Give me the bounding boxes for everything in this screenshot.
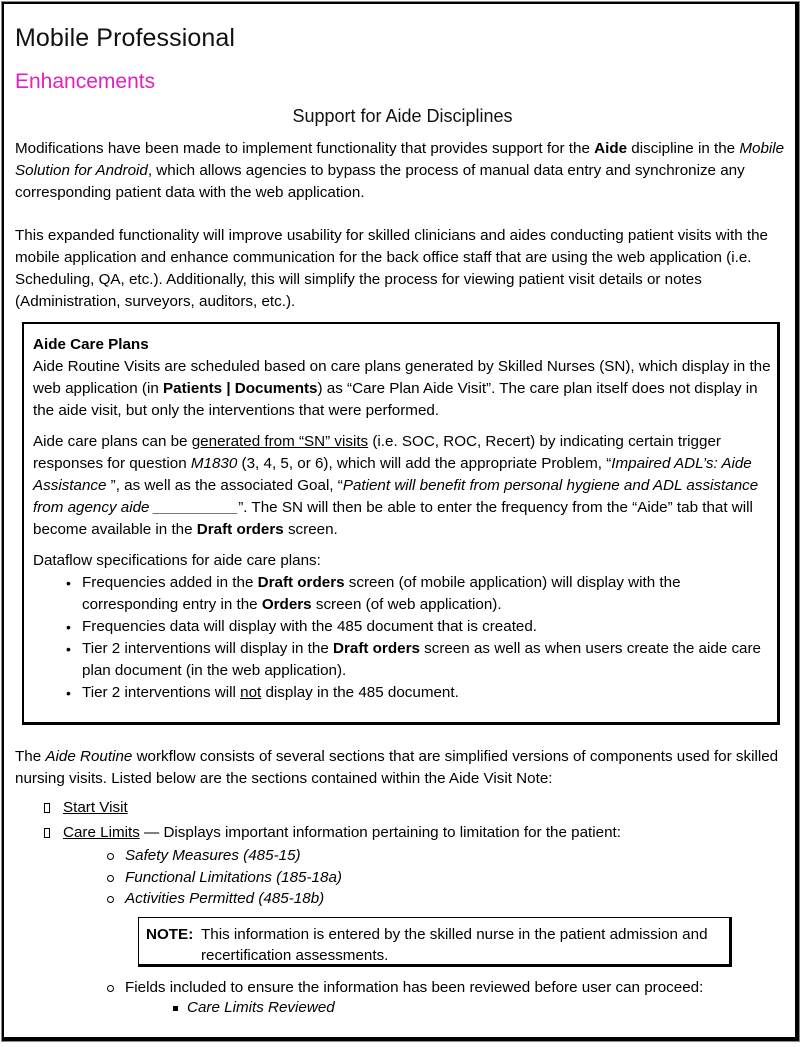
fields-subitem: Care Limits Reviewed xyxy=(173,997,335,1019)
care-limits-link[interactable]: Care Limits xyxy=(63,824,140,841)
care-plans-paragraph-1: Aide Routine Visits are scheduled based on care plans generated by Skilled Nurses (SN), which display in the web application (in Patients | Documents) as “Care Plan Aide Visit”. The care plan itself does not display in the aide visit, but only the interventions that were performed. xyxy=(33,358,771,419)
workflow-paragraph: The Aide Routine workflow consists of several sections that are simplified versions of components used for skilled nursing visits. Listed below are the sections contained within the Aide Visit Note: xyxy=(15,748,779,787)
circle-bullet-icon xyxy=(107,985,114,992)
document-subtitle: Enhancements xyxy=(15,70,156,93)
start-visit-link[interactable]: Start Visit xyxy=(63,799,128,816)
circle-bullet-icon xyxy=(107,875,114,882)
dataflow-label: Dataflow specifications for aide care plans: xyxy=(33,552,321,569)
intro-paragraph-2: This expanded functionality will improve usability for skilled clinicians and aides conducting patient visits with the mobile application and enhance communication for the back office staff that are using the web application (i.e. Scheduling, QA, etc.). Additionally, this will simplify the process for viewing patient visit details or notes (Administration, surveyors, auditors, etc.). xyxy=(15,227,769,310)
dataflow-item: • Tier 2 interventions will display in the Draft orders screen as well as when users create the aide care plan document (in the web application). xyxy=(82,638,773,682)
note-text: This information is entered by the skilled nurse in the patient admission and recertification assessments. xyxy=(201,926,708,964)
section-item-care-limits xyxy=(44,822,784,844)
aide-care-plans-box xyxy=(22,322,780,725)
note-label: NOTE: xyxy=(146,926,194,943)
circle-bullet-icon xyxy=(107,853,114,860)
section-item-start-visit xyxy=(44,797,784,819)
box-title: Aide Care Plans xyxy=(33,336,149,353)
dataflow-item: • Frequencies added in the Draft orders screen (of mobile application) will display with the corresponding entry in the Orders screen (of web application). xyxy=(82,572,773,616)
care-limits-description: — Displays important information pertaining to limitation for the patient: xyxy=(139,824,621,841)
care-plans-paragraph-2: Aide care plans can be generated from “SN” visits (i.e. SOC, ROC, Recert) by indicating certain trigger responses for question M1830 (3, 4, 5, or 6), which will add the appropriate Problem, “Impaired ADL’s: Aide Assistance ”, as well as the associated Goal, “Patient will benefit from personal hygiene and ADL assistance from agency aide __________”. The SN will then be able to enter the frequency from the “Aide” tab that will become available in the Draft orders screen. xyxy=(33,433,759,538)
care-limits-sublist xyxy=(107,845,342,910)
dataflow-item: • Tier 2 interventions will not display in the 485 document. xyxy=(82,682,773,704)
filled-square-bullet-icon xyxy=(173,1006,178,1011)
fields-item xyxy=(107,977,703,999)
document-title: Mobile Professional xyxy=(15,24,236,52)
dataflow-list xyxy=(33,572,773,704)
care-limit-item: Activities Permitted (485-18b) xyxy=(107,888,342,910)
fields-list-item: Fields included to ensure the information has been reviewed before user can proceed: xyxy=(107,977,703,999)
note-box xyxy=(138,917,732,967)
square-bullet-icon xyxy=(44,803,50,813)
intro-paragraph-1: Modifications have been made to implement functionality that provides support for the Aide discipline in the Mobile Solution for Android, which allows agencies to bypass the process of manual data entry and synchronize any corresponding patient data with the web application. xyxy=(15,140,785,201)
square-bullet-icon xyxy=(44,828,50,838)
section-heading: Support for Aide Disciplines xyxy=(292,106,513,126)
care-limit-item: Safety Measures (485-15) xyxy=(107,845,342,867)
circle-bullet-icon xyxy=(107,896,114,903)
dataflow-item: • Frequencies data will display with the 485 document that is created. xyxy=(82,616,773,638)
visit-sections-list xyxy=(44,797,784,847)
care-limit-item: Functional Limitations (185-18a) xyxy=(107,867,342,889)
